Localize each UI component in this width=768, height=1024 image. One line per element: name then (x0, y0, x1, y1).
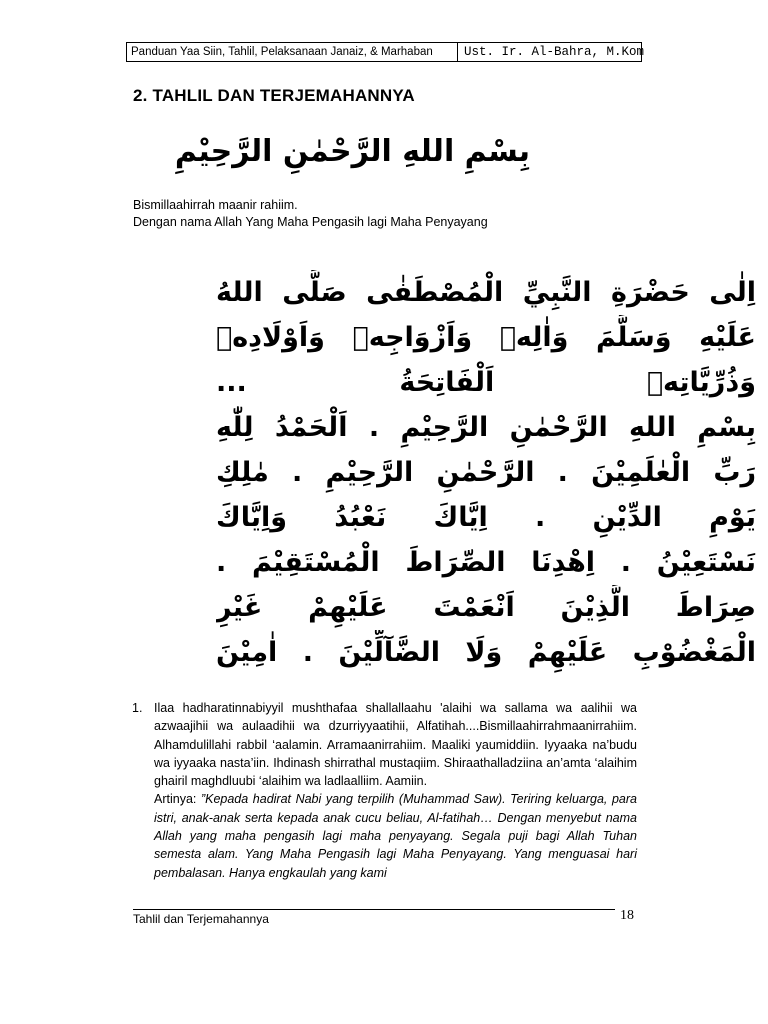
section-title: 2. TAHLIL DAN TERJEMAHANNYA (133, 86, 415, 105)
translation-text: ”Kepada hadirat Nabi yang terpilih (Muhammad Saw). Teriring keluarga, para istri, anak-anak serta kepada anak cucu beliau, Al-fatihah… Dengan menyebut nama Allah yang maha pengasih lagi maha penyayang. Segala puji bagi Allah Tuhan semesta alam. Yang Maha Pengasih lagi Maha Penyayang. Yang menguasai hari pembalasan. Hanya engkaulah yang kami (154, 792, 637, 880)
arabic-line: الْمَغْضُوْبِ عَلَيْهِمْ وَلَا الضَّآلِّيْنَ . اٰمِيْنَ (216, 637, 756, 668)
page-header (126, 42, 645, 62)
arabic-line: نَسْتَعِيْنُ . اِهْدِنَا الصِّرَاطَ الْمُسْتَقِيْمَ . (216, 547, 756, 578)
arabic-line: بِسْمِ اللهِ الرَّحْمٰنِ الرَّحِيْمِ . اَلْحَمْدُ لِلّٰهِ (216, 412, 756, 443)
basmalah-calligraphy: بِسْمِ اللهِ الرَّحْمٰنِ الرَّحِيْمِ (174, 134, 530, 169)
arabic-line: عَلَيْهِ وَسَلَّمَ وَاٰلِهٖ وَاَزْوَاجِهٖ وَاَوْلَادِهٖ (216, 322, 756, 353)
arabic-line: يَوْمِ الدِّيْنِ . اِيَّاكَ نَعْبُدُ وَاِيَّاكَ (216, 502, 756, 533)
basmalah-translation: Dengan nama Allah Yang Maha Pengasih lagi Maha Penyayang (133, 215, 488, 229)
list-item-translation (154, 790, 637, 881)
arabic-line: اِلٰى حَضْرَةِ النَّبِيِّ الْمُصْطَفٰى صَلَّى اللهُ (216, 277, 756, 308)
translation-label: Artinya: (154, 792, 201, 807)
list-item-transliteration: Ilaa hadharatinnabiyyil mushthafaa shallallaahu 'alaihi wa sallama wa aalihii wa azwaajihii wa aulaadihii wa dzurriyyaatihii, Alfatihah....Bismillaahirrahmaanirrahiim. Alhamdulillahi rabbil ‘aalamin. Arramaanirrahiim. Maaliki yaumiddiin. Iyyaaka na’budu wa iyyaaka nasta’iin. Ihdinash shirrathal mustaqiim. Shiraathalladziina an’amta ‘alaihim ghairil maghdluubi ‘alaihim wa ladlaalliim. Aamiin. (154, 701, 637, 789)
page-number: 18 (620, 908, 634, 923)
footer-chapter: Tahlil dan Terjemahannya (133, 912, 269, 926)
basmalah-transliteration: Bismillaahirrah maanir rahiim. (133, 198, 298, 212)
header-author: Ust. Ir. Al-Bahra, M.Kom (464, 45, 645, 59)
basmalah-text-block (133, 197, 488, 231)
header-book-title: Panduan Yaa Siin, Tahlil, Pelaksanaan Janaiz, & Marhaban (127, 43, 458, 61)
arabic-tahlil-text (196, 270, 756, 680)
arabic-line: وَذُرِّيَّاتِهٖ اَلْفَاتِحَةُ ... (216, 367, 756, 398)
list-item-number: 1. (132, 701, 143, 715)
numbered-list (132, 699, 637, 882)
arabic-line: صِرَاطَ الَّذِيْنَ اَنْعَمْتَ عَلَيْهِمْ غَيْرِ (216, 592, 756, 623)
footer-divider (133, 909, 615, 910)
arabic-line: رَبِّ الْعٰلَمِيْنَ . الرَّحْمٰنِ الرَّحِيْمِ . مٰلِكِ (216, 457, 756, 488)
